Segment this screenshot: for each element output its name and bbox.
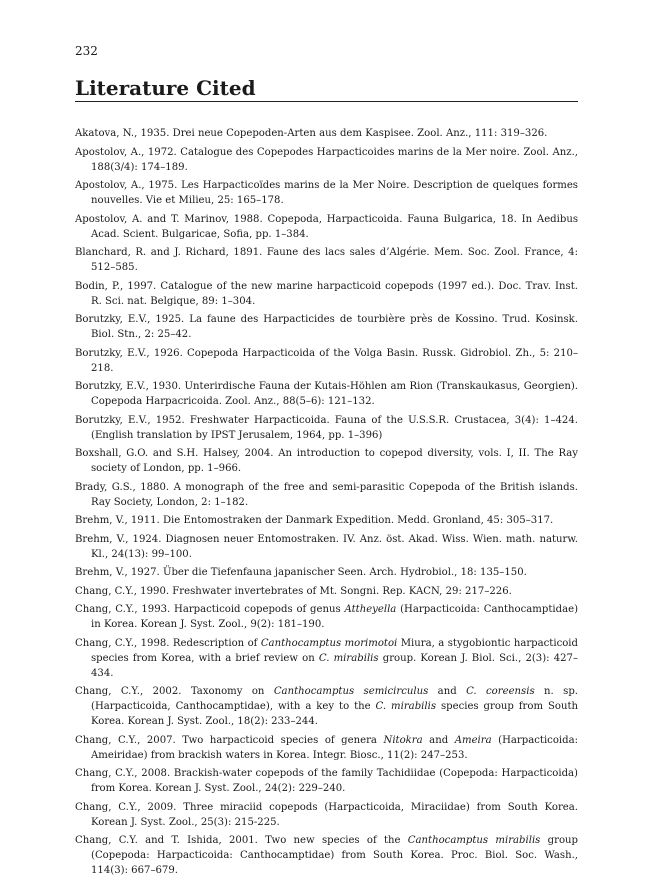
- reference-entry: [75, 565, 578, 580]
- reference-text: Borutzky, E.V., 1926. Copepoda Harpacticoida of the Volga Basin. Russk. Gidrobiol. Zh., 5: 210–218.: [75, 347, 578, 374]
- reference-italic-text: Canthocamptus morimotoi: [260, 637, 398, 649]
- reference-entry: [75, 178, 578, 208]
- reference-text: Chang, C.Y., 2007. Two harpacticoid species of genera: [75, 734, 384, 746]
- reference-text: Chang, C.Y. and T. Ishida, 2001. Two new species of the: [75, 835, 408, 846]
- reference-entry: [75, 379, 578, 409]
- reference-entry: [75, 126, 578, 141]
- reference-text: Chang, C.Y., 2008. Brackish-water copepods of the family Tachidiidae (Copepoda: Harpacticoida) from Korea. Korean J. Syst. Zool., 24(2): 229–240.: [75, 768, 578, 794]
- reference-entry: [75, 602, 578, 632]
- reference-text: Boxshall, G.O. and S.H. Halsey, 2004. An introduction to copepod diversity, vols. I, II. The Ray society of London, pp. 1–966.: [75, 448, 578, 474]
- reference-text: Akatova, N., 1935. Drei neue Copepoden-Arten aus dem Kaspisee. Zool. Anz., 111: 319–326.: [75, 128, 548, 139]
- reference-text: Chang, C.Y., 2009. Three miraciid copepods (Harpacticoida, Miraciidae) from South Korea. Korean J. Syst. Zool., 25(3): 215-225.: [75, 801, 578, 828]
- reference-list: [75, 126, 578, 882]
- reference-entry: [75, 279, 578, 309]
- reference-entry: [75, 833, 578, 878]
- reference-text: group (Copepoda: Harpacticoida: Canthocamptidae) from South Korea. Proc. Biol. Soc. Wash., 114(3): 667–679.: [91, 835, 578, 876]
- reference-entry: [75, 532, 578, 562]
- reference-entry: [75, 413, 578, 443]
- reference-entry: [75, 733, 578, 763]
- reference-text: species group from South Korea. Korean J. Syst. Zool., 18(2): 233–244.: [91, 701, 579, 727]
- reference-text: Apostolov, A., 1975. Les Harpacticoïdes marins de la Mer Noire. Description de quelques formes nouvelles. Vie et Milieu, 25: 165–178.: [75, 180, 578, 206]
- reference-text: Brehm, V., 1927. Über die Tiefenfauna japanischer Seen. Arch. Hydrobiol., 18: 135–150.: [75, 567, 527, 578]
- reference-text: Apostolov, A., 1972. Catalogue des Copepodes Harpacticoides marins de la Mer noire. Zool. Anz., 188(3/4): 174–189.: [75, 146, 578, 173]
- reference-italic-text: C. mirabilis: [318, 652, 379, 664]
- reference-italic-text: Attheyella: [344, 604, 397, 615]
- reference-italic-text: C. coreensis: [466, 686, 535, 697]
- reference-italic-text: Ameira: [454, 734, 492, 746]
- reference-text: Chang, C.Y., 2002. Taxonomy on: [75, 686, 274, 697]
- reference-entry: [75, 480, 578, 510]
- reference-text: (Harpacticoida: Ameiridae) from brackish waters in Korea. Integr. Biosc., 11(2): 247–253.: [91, 734, 579, 761]
- reference-text: Brady, G.S., 1880. A monograph of the free and semi-parasitic Copepoda of the British islands. Ray Society, London, 2: 1–182.: [75, 481, 578, 508]
- reference-entry: [75, 346, 578, 376]
- reference-text: Bodin, P., 1997. Catalogue of the new marine harpacticoid copepods (1997 ed.). Doc. Trav. Inst. R. Sci. nat. Belgique, 89: 1–304.: [75, 280, 578, 307]
- reference-text: group. Korean J. Biol. Sci., 2(3): 427–434.: [91, 652, 579, 679]
- reference-italic-text: C. mirabilis: [375, 701, 437, 712]
- reference-entry: [75, 584, 578, 599]
- reference-entry: [75, 800, 578, 830]
- reference-text: Chang, C.Y., 1993. Harpacticoid copepods of genus: [75, 604, 345, 615]
- reference-entry: [75, 684, 578, 729]
- reference-text: n. sp. (Harpacticoida, Canthocamptidae), with a key to the: [91, 686, 579, 712]
- reference-entry: [75, 312, 578, 342]
- reference-italic-text: Nitokra: [383, 734, 423, 746]
- reference-text: Blanchard, R. and J. Richard, 1891. Faune des lacs sales d’Algérie. Mem. Soc. Zool. France, 4: 512–585.: [75, 247, 578, 273]
- reference-text: Brehm, V., 1911. Die Entomostraken der Danmark Expedition. Medd. Gronland, 45: 305–317.: [75, 515, 554, 526]
- reference-entry: [75, 145, 578, 175]
- reference-text: and: [428, 686, 467, 697]
- reference-entry: [75, 245, 578, 275]
- reference-text: and: [422, 734, 455, 746]
- reference-text: Borutzky, E.V., 1952. Freshwater Harpacticoida. Fauna of the U.S.S.R. Crustacea, 3(4): 1–424. (English translation by IPST Jerusalem, 1964, pp. 1–396): [75, 414, 578, 441]
- reference-text: Apostolov, A. and T. Marinov, 1988. Copepoda, Harpacticoida. Fauna Bulgarica, 18. In Aedibus Acad. Scient. Bulgaricae, Sofia, pp. 1–384.: [75, 213, 578, 240]
- page-number: 232: [75, 44, 98, 58]
- reference-text: Brehm, V., 1924. Diagnosen neuer Entomostraken. IV. Anz. öst. Akad. Wiss. Wien. math. naturw. Kl., 24(13): 99–100.: [75, 533, 578, 560]
- reference-entry: [75, 766, 578, 796]
- reference-text: Chang, C.Y., 1998. Redescription of: [75, 637, 261, 649]
- reference-entry: [75, 446, 578, 476]
- reference-text: Miura, a stygobiontic harpacticoid species from Korea, with a brief review on: [91, 637, 578, 664]
- reference-text: Borutzky, E.V., 1925. La faune des Harpacticides de tourbière près de Kossino. Trud. Kosinsk. Biol. Stn., 2: 25–42.: [75, 314, 578, 340]
- reference-italic-text: Canthocamptus mirabilis: [407, 835, 541, 846]
- reference-entry: [75, 212, 578, 242]
- section-title: Literature Cited: [75, 76, 256, 100]
- reference-italic-text: Canthocamptus semicirculus: [273, 686, 429, 697]
- reference-text: Borutzky, E.V., 1930. Unterirdische Fauna der Kutais-Höhlen am Rion (Transkaukasus, Georgien). Copepoda Harpacricoida. Zool. Anz., 88(5–6): 121–132.: [75, 381, 578, 407]
- reference-entry: [75, 636, 578, 681]
- reference-entry: [75, 513, 578, 528]
- reference-text: (Harpacticoida: Canthocamptidae) in Korea. Korean J. Syst. Zool., 9(2): 181–190.: [91, 604, 579, 630]
- title-rule: [75, 101, 578, 102]
- reference-text: Chang, C.Y., 1990. Freshwater invertebrates of Mt. Songni. Rep. KACN, 29: 217–226.: [75, 585, 512, 597]
